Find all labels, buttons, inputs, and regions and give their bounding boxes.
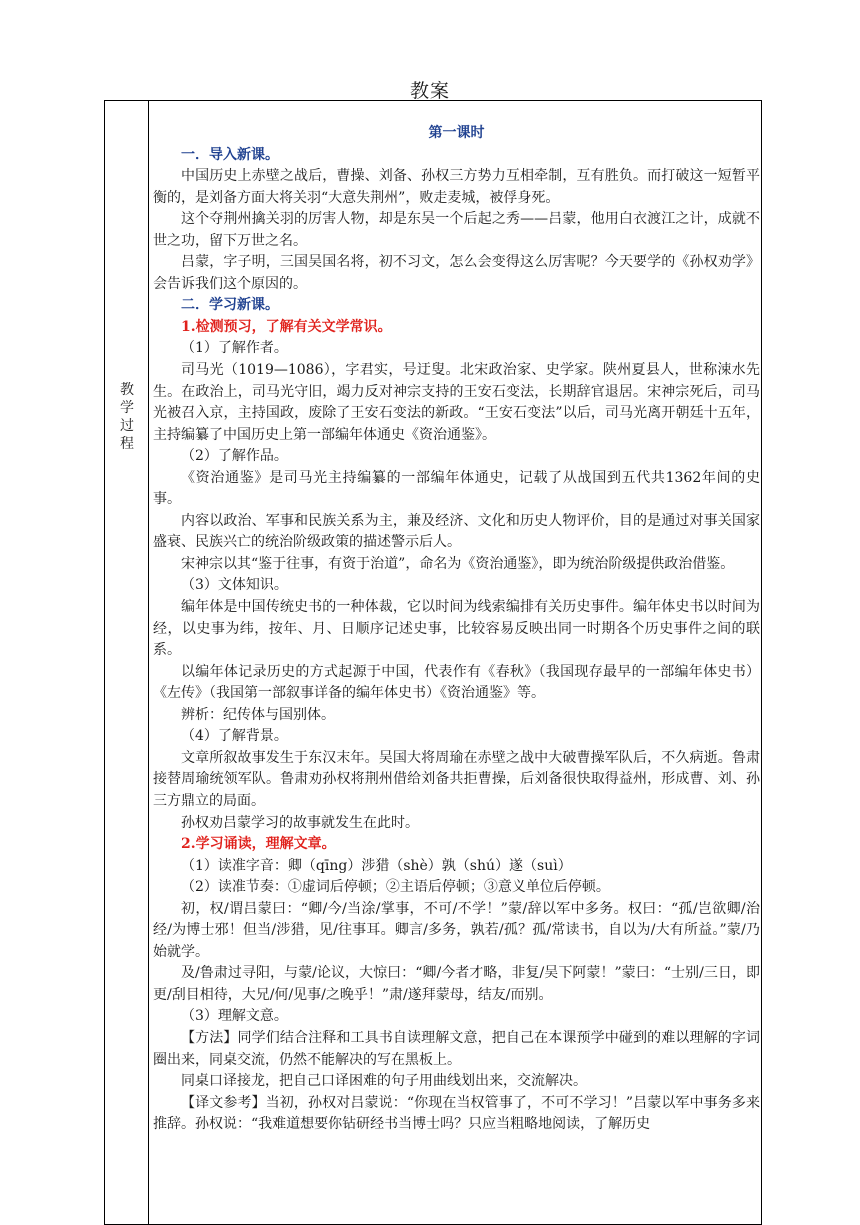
paragraph: 及/鲁肃过寻阳，与蒙/论议，大惊曰：“卿/今者才略，非复/吴下阿蒙！”蒙曰：“士别/三日，即更/刮目相待，大兄/何/见事/之晚乎！”肃/遂拜蒙母，结友/而别。	[153, 965, 760, 1003]
paragraph: 《资治通鉴》是司马光主持编纂的一部编年体通史，记载了从战国到五代共1362年间的史事。	[153, 469, 760, 508]
row-header-cell	[105, 101, 149, 1224]
item-heading: （1）了解作者。	[181, 340, 288, 357]
paragraph: 这个夺荆州擒关羽的厉害人物，却是东吴一个后起之秀——吕蒙，他用白衣渡江之计，成就不世之功，留下万世之名。	[153, 211, 760, 249]
item-heading: （1）读准字音：卿（qīng）涉猎（shè）孰（shú）遂（suì）	[181, 857, 572, 874]
paragraph: 宋神宗以其“鉴于往事，有资于治道”，命名为《资治通鉴》，即为统治阶级提供政治借鉴。	[181, 555, 735, 572]
row-header-label	[105, 381, 149, 453]
section-heading: 二．学习新课。	[181, 297, 279, 314]
lesson-title: 第一课时	[428, 125, 485, 141]
paragraph: 同桌口译接龙，把自己口译困难的句子用曲线划出来，交流解决。	[181, 1073, 587, 1090]
item-heading: （2）读准节奏：①虚词后停顿；②主语后停顿；③意义单位后停顿。	[181, 879, 610, 896]
row-header-char: 教	[120, 382, 134, 398]
document-title: 教案	[409, 80, 450, 102]
paragraph: 初，权/谓吕蒙曰：“卿/今/当涂/掌事，不可/不学！”蒙/辞以军中多务。权曰：“孤/岂欲卿/治经/为博士邪！但当/涉猎，见/往事耳。卿言/多务，孰若/孤？孤/常读书，自以为/大有所益。”蒙/乃始就学。	[153, 900, 760, 960]
paragraph: 辨析：纪传体与国别体。	[181, 706, 335, 723]
lesson-content-cell	[153, 123, 760, 1136]
paragraph: 司马光（1019—1086），字君实，号迂叟。北宋政治家、史学家。陕州夏县人，世称涑水先生。在政治上，司马光守旧，竭力反对神宗支持的王安石变法，长期辞官退居。宋神宗死后，司马光被召入京，主持国政，废除了王安石变法的新政。“王安石变法”以后，司马光离开朝廷十五年，主持编纂了中国历史上第一部编年体通史《资治通鉴》。	[153, 362, 760, 443]
paragraph: 内容以政治、军事和民族关系为主，兼及经济、文化和历史人物评价，目的是通过对事关国家盛衰、民族兴亡的统治阶级政策的描述警示后人。	[153, 512, 760, 551]
paragraph: 以编年体记录历史的方式起源于中国，代表作有《春秋》（我国现存最早的一部编年体史书）《左传》（我国第一部叙事详备的编年体史书）《资治通鉴》等。	[153, 663, 760, 702]
item-heading: （4）了解背景。	[181, 728, 288, 745]
paragraph: 编年体是中国传统史书的一种体裁，它以时间为线索编排有关历史事件。编年体史书以时间为经，以史事为纬，按年、月、日顺序记述史事，比较容易反映出同一时期各个历史事件之间的联系。	[153, 599, 760, 659]
row-header-char: 程	[120, 436, 134, 452]
subsection-heading: 2.学习诵读，理解文章。	[181, 836, 336, 853]
section-heading: 一．导入新课。	[181, 146, 279, 163]
item-heading: （3）理解文意。	[181, 1008, 288, 1025]
paragraph: 【译文参考】当初，孙权对吕蒙说：“你现在当权管事了，不可不学习！”吕蒙以军中事务多来推辞。孙权说：“我难道想要你钻研经书当博士吗？只应当粗略地阅读，了解历史	[153, 1094, 760, 1133]
item-heading: （2）了解作品。	[181, 448, 288, 465]
paragraph: 中国历史上赤壁之战后，曹操、刘备、孙权三方势力互相牵制，互有胜负。而打破这一短暂平衡的，是刘备方面大将关羽“大意失荆州”，败走麦城，被俘身死。	[153, 168, 760, 206]
paragraph: 文章所叙故事发生于东汉末年。吴国大将周瑜在赤壁之战中大破曹操军队后，不久病逝。鲁肃接替周瑜统领军队。鲁肃劝孙权将荆州借给刘备共拒曹操，后刘备很快取得益州，形成曹、刘、孙三方鼎立的局面。	[153, 749, 760, 809]
paragraph: 吕蒙，字子明，三国吴国名将，初不习文，怎么会变得这么厉害呢？今天要学的《孙权劝学》会告诉我们这个原因的。	[153, 254, 760, 292]
paragraph: 【方法】同学们结合注释和工具书自读理解文意，把自己在本课预学中碰到的难以理解的字词圈出来，同桌交流，仍然不能解决的写在黑板上。	[153, 1029, 760, 1068]
subsection-heading: 1.检测预习，了解有关文学常识。	[181, 318, 392, 335]
row-header-char: 过	[120, 418, 134, 434]
item-heading: （3）文体知识。	[181, 577, 288, 594]
lesson-plan-table	[104, 100, 762, 1225]
row-header-char: 学	[120, 400, 134, 416]
paragraph: 孙权劝吕蒙学习的故事就发生在此时。	[181, 814, 419, 831]
